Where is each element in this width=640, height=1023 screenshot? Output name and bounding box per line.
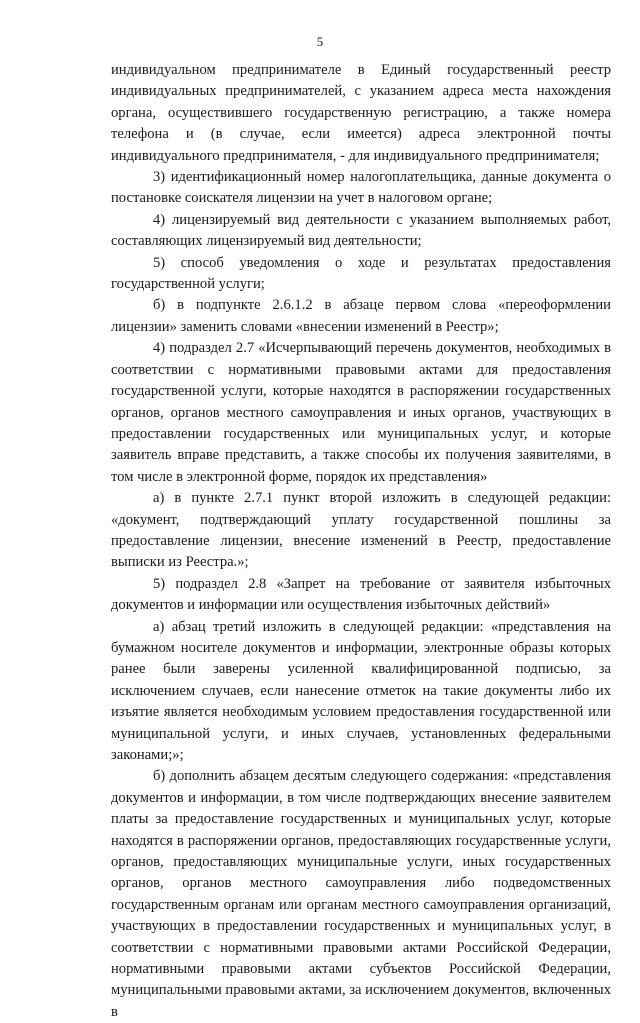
document-body <box>111 60 611 1023</box>
paragraph-9: а) абзац третий изложить в следующей редакции: «представления на бумажном носителе документов и информации, электронные образы которых ранее были заверены усиленной квалифицированной подписью, за исключением случаев, если нанесение отметок на такие документы либо их изъятие является необходимым условием предоставления государственной или муниципальной услуги, и иных случаев, установленных федеральными законами;»; <box>111 618 611 763</box>
paragraph-8: 5) подраздел 2.8 «Запрет на требование от заявителя избыточных документов и информации или осуществления избыточных действий» <box>111 575 611 614</box>
page-number: 5 <box>316 34 324 49</box>
paragraph-4: 5) способ уведомления о ходе и результатах предоставления государственной услуги; <box>111 254 611 293</box>
paragraph-6: 4) подраздел 2.7 «Исчерпывающий перечень документов, необходимых в соответствии с нормативными правовыми актами для предоставления государственной услуги, которые находятся в распоряжении государственных органов, органов местного самоуправления и иных органов, участвующих в предоставлении государственных или муниципальных услуг, и которые заявитель вправе представить, а также способы их получения заявителями, в том числе в электронной форме, порядок их представления» <box>111 340 611 485</box>
paragraph-10: б) дополнить абзацем десятым следующего содержания: «представления документов и информации, в том числе подтверждающих внесение заявителем платы за предоставление государственных и муниципальных услуг, которые находятся в распоряжении органов, предоставляющих государственные услуги, органов, предоставляющих муниципальные услуги, иных государственных органов, органов местного самоуправления либо подведомственных государственным органам или органам местного самоуправления организаций, участвующих в предоставлении государственных и муниципальных услуг, в соответствии с нормативными правовыми актами Российской Федерации, нормативными правовыми актами субъектов Российской Федерации, муниципальными правовыми актами, за исключением документов, включенных в <box>111 768 611 1020</box>
paragraph-5: б) в подпункте 2.6.1.2 в абзаце первом слова «переоформлении лицензии» заменить словами «внесении изменений в Реестр»; <box>111 297 611 335</box>
paragraph-7: а) в пункте 2.7.1 пункт второй изложить в следующей редакции: «документ, подтверждающий уплату государственной пошлины за предоставление лицензии, внесение изменений в Реестр, предоставление выписки из Реестра.»; <box>111 490 611 571</box>
paragraph-1: индивидуальном предпринимателе в Единый государственный реестр индивидуальных предпринимателей, с указанием адреса места нахождения органа, осуществившего государственную регистрацию, а также номера телефона и (в случае, если имеется) адреса электронной почты индивидуального предпринимателя, - для индивидуального предпринимателя; <box>111 62 611 164</box>
paragraph-2: 3) идентификационный номер налогоплательщика, данные документа о постановке соискателя лицензии на учет в налоговом органе; <box>111 169 611 207</box>
paragraph-3: 4) лицензируемый вид деятельности с указанием выполняемых работ, составляющих лицензируемый вид деятельности; <box>111 211 611 250</box>
